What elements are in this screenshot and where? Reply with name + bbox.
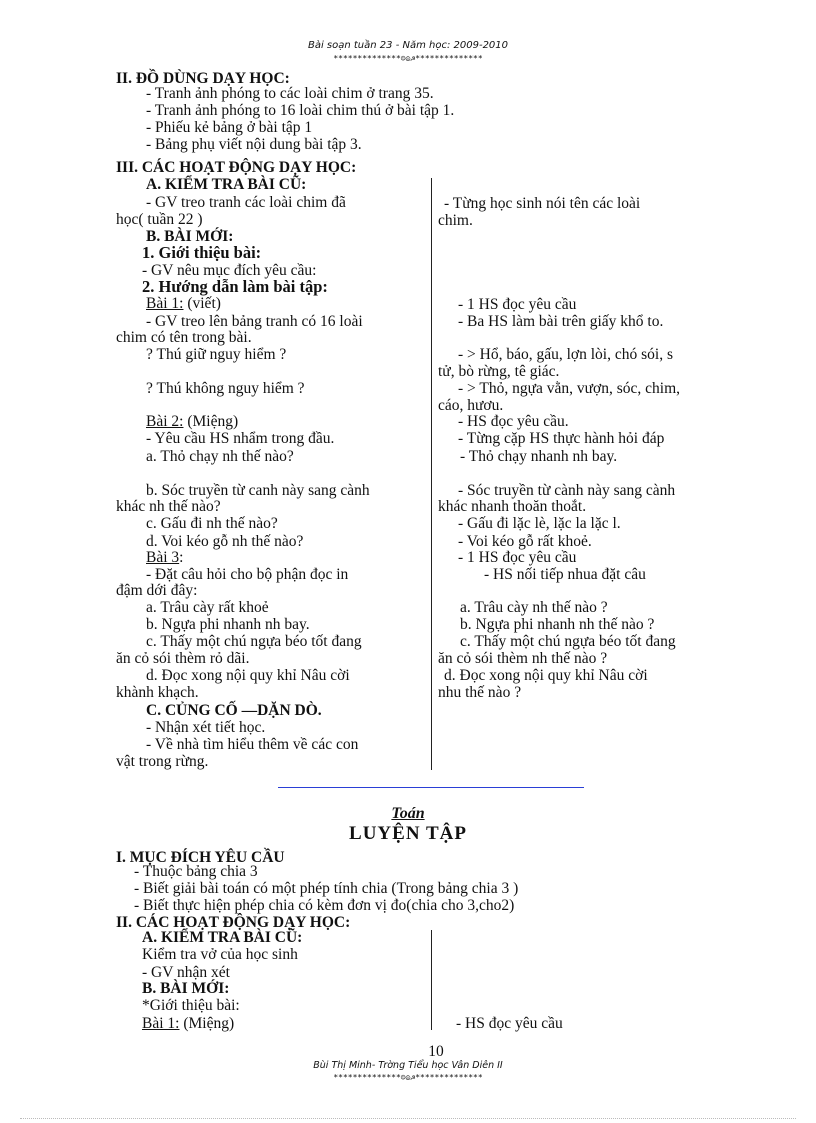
footer-decoration: **************☺☮☭**************	[333, 1073, 483, 1082]
header-decoration: **************☺☮☭**************	[333, 54, 483, 63]
lesson-title: LUYỆN TẬP	[349, 823, 467, 844]
right-cell: ăn cỏ sói thèm nh thế nào ?	[438, 650, 608, 667]
right-cell: - HS đọc yêu cầu.	[458, 413, 569, 430]
exercise-1-title: Bài 1: (viết)	[146, 295, 221, 312]
section-a-heading: A. KIỂM TRA BÀI CŨ:	[146, 176, 307, 193]
right-cell: - 1 HS đọc yêu cầu	[458, 549, 577, 566]
left-cell: b. Ngựa phi nhanh nh bay.	[146, 616, 310, 633]
left-cell: - Nhận xét tiết học.	[146, 719, 266, 736]
math-a-heading: A. KIỂM TRA BÀI CŨ:	[142, 929, 303, 946]
left-cell: ăn cỏ sói thèm rỏ dãi.	[116, 650, 250, 667]
right-cell: c. Thấy một chú ngựa béo tốt đang	[460, 633, 676, 650]
left-cell: b. Sóc truyền từ canh này sang cành	[146, 482, 370, 499]
page-number: 10	[428, 1043, 444, 1060]
question-safe: ? Thú không nguy hiểm ?	[146, 380, 305, 397]
section-b-heading: B. BÀI MỚI:	[146, 228, 234, 245]
goal-item: - Biết thực hiện phép chia có kèm đơn vị đo(chia cho 3,cho2)	[134, 897, 515, 914]
right-cell: - 1 HS đọc yêu cầu	[458, 296, 577, 313]
left-cell: vật trong rừng.	[116, 753, 209, 770]
question-danger: ? Thú giữ nguy hiểm ?	[146, 346, 287, 363]
footer-author: Bùi Thị Minh- Trờng Tiểu học Vân Diên II	[313, 1060, 503, 1071]
table-divider	[431, 178, 432, 770]
right-cell: khác nhanh thoăn thoắt.	[438, 498, 587, 515]
section-separator	[278, 787, 584, 788]
guide-heading: 2. Hướng dẫn làm bài tập:	[142, 277, 328, 296]
right-cell: a. Trâu cày nh thế nào ?	[460, 599, 608, 616]
exercise-3-title: Bài 3:	[146, 549, 184, 566]
left-cell: chim có tên trong bài.	[116, 329, 252, 346]
right-cell: - Thỏ chạy nhanh nh bay.	[460, 448, 618, 465]
activities-heading: III. CÁC HOẠT ĐỘNG DẠY HỌC:	[116, 159, 357, 176]
left-cell: - Yêu cầu HS nhẩm trong đầu.	[146, 430, 335, 447]
answer-danger: tử, bò rừng, tê giác.	[438, 363, 560, 380]
left-cell: c. Gấu đi nh thế nào?	[146, 515, 278, 532]
right-cell: nhu thế nào ?	[438, 684, 522, 701]
right-cell: - HS nối tiếp nhua đặt câu	[484, 566, 646, 583]
right-cell: - Sóc truyền từ cành này sang cành	[458, 482, 676, 499]
left-cell: - Về nhà tìm hiểu thêm về các con	[146, 736, 359, 753]
intro-text: - GV nêu mục đích yêu cầu:	[142, 262, 317, 279]
answer-safe: - > Thỏ, ngựa vằn, vượn, sóc, chim,	[458, 380, 681, 397]
left-cell: a. Trâu cày rất khoẻ	[146, 599, 269, 616]
math-activities-heading: II. CÁC HOẠT ĐỘNG DẠY HỌC:	[116, 914, 351, 931]
answer-danger: - > Hổ, báo, gấu, lợn lòi, chó sói, s	[458, 346, 673, 363]
math-b-heading: B. BÀI MỚI:	[142, 980, 230, 997]
right-cell: - Gấu đi lặc lè, lặc la lặc l.	[458, 515, 621, 532]
subject-title: Toán	[391, 805, 425, 822]
left-cell: - Đặt câu hỏi cho bộ phận đọc in	[146, 566, 349, 583]
left-cell: - GV treo tranh các loài chim đã	[146, 194, 346, 211]
right-cell: - Ba HS làm bài trên giấy khổ to.	[458, 313, 664, 330]
exercise-2-title: Bài 2: (Miệng)	[146, 413, 239, 430]
math-exercise-1-title: Bài 1: (Miệng)	[142, 1015, 235, 1032]
left-cell: d. Đọc xong nội quy khỉ Nâu cời	[146, 667, 350, 684]
materials-heading: II. ĐỒ DÙNG DẠY HỌC:	[116, 70, 290, 87]
left-cell: khác nh thế nào?	[116, 498, 221, 515]
table-divider	[431, 930, 432, 1030]
left-cell: d. Voi kéo gỗ nh thế nào?	[146, 533, 304, 550]
left-cell: c. Thấy một chú ngựa béo tốt đang	[146, 633, 362, 650]
left-cell: a. Thỏ chạy nh thế nào?	[146, 448, 294, 465]
right-cell: - Từng cặp HS thực hành hỏi đáp	[458, 430, 665, 447]
left-cell: *Giới thiệu bài:	[142, 997, 240, 1014]
section-c-heading: C. CỦNG CỐ —DẶN DÒ.	[146, 702, 322, 719]
left-cell: khành khạch.	[116, 684, 199, 701]
right-cell: b. Ngựa phi nhanh nh thế nào ?	[460, 616, 655, 633]
materials-item: - Phiếu kẻ bảng ở bài tập 1	[146, 119, 313, 136]
right-cell: - Voi kéo gỗ rất khoẻ.	[458, 533, 592, 550]
page-bottom-border	[20, 1118, 796, 1119]
left-cell: học( tuần 22 )	[116, 211, 203, 228]
left-cell: Kiểm tra vở của học sinh	[142, 946, 298, 963]
page-header-title: Bài soạn tuần 23 - Năm học: 2009-2010	[307, 40, 509, 51]
answer-safe: cáo, hươu.	[438, 397, 504, 414]
left-cell: đậm dới đây:	[116, 582, 198, 599]
materials-item: - Tranh ảnh phóng to 16 loài chim thú ở bài tập 1.	[146, 102, 455, 119]
materials-item: - Bảng phụ viết nội dung bài tập 3.	[146, 136, 362, 153]
left-cell: - GV nhận xét	[142, 964, 230, 981]
right-cell: chim.	[438, 212, 473, 229]
intro-heading: 1. Giới thiệu bài:	[142, 243, 262, 262]
left-cell: - GV treo lên bảng tranh có 16 loài	[146, 313, 363, 330]
right-cell: - Từng học sinh nói tên các loài	[444, 195, 641, 212]
goal-item: - Thuộc bảng chia 3	[134, 863, 258, 880]
goal-item: - Biết giải bài toán có một phép tính chia (Trong bảng chia 3 )	[134, 880, 519, 897]
materials-item: - Tranh ảnh phóng to các loài chim ở trang 35.	[146, 85, 434, 102]
right-cell: - HS đọc yêu cầu	[456, 1015, 563, 1032]
goals-heading: I. MỤC ĐÍCH YÊU CẦU	[116, 849, 285, 866]
right-cell: d. Đọc xong nội quy khỉ Nâu cời	[444, 667, 648, 684]
